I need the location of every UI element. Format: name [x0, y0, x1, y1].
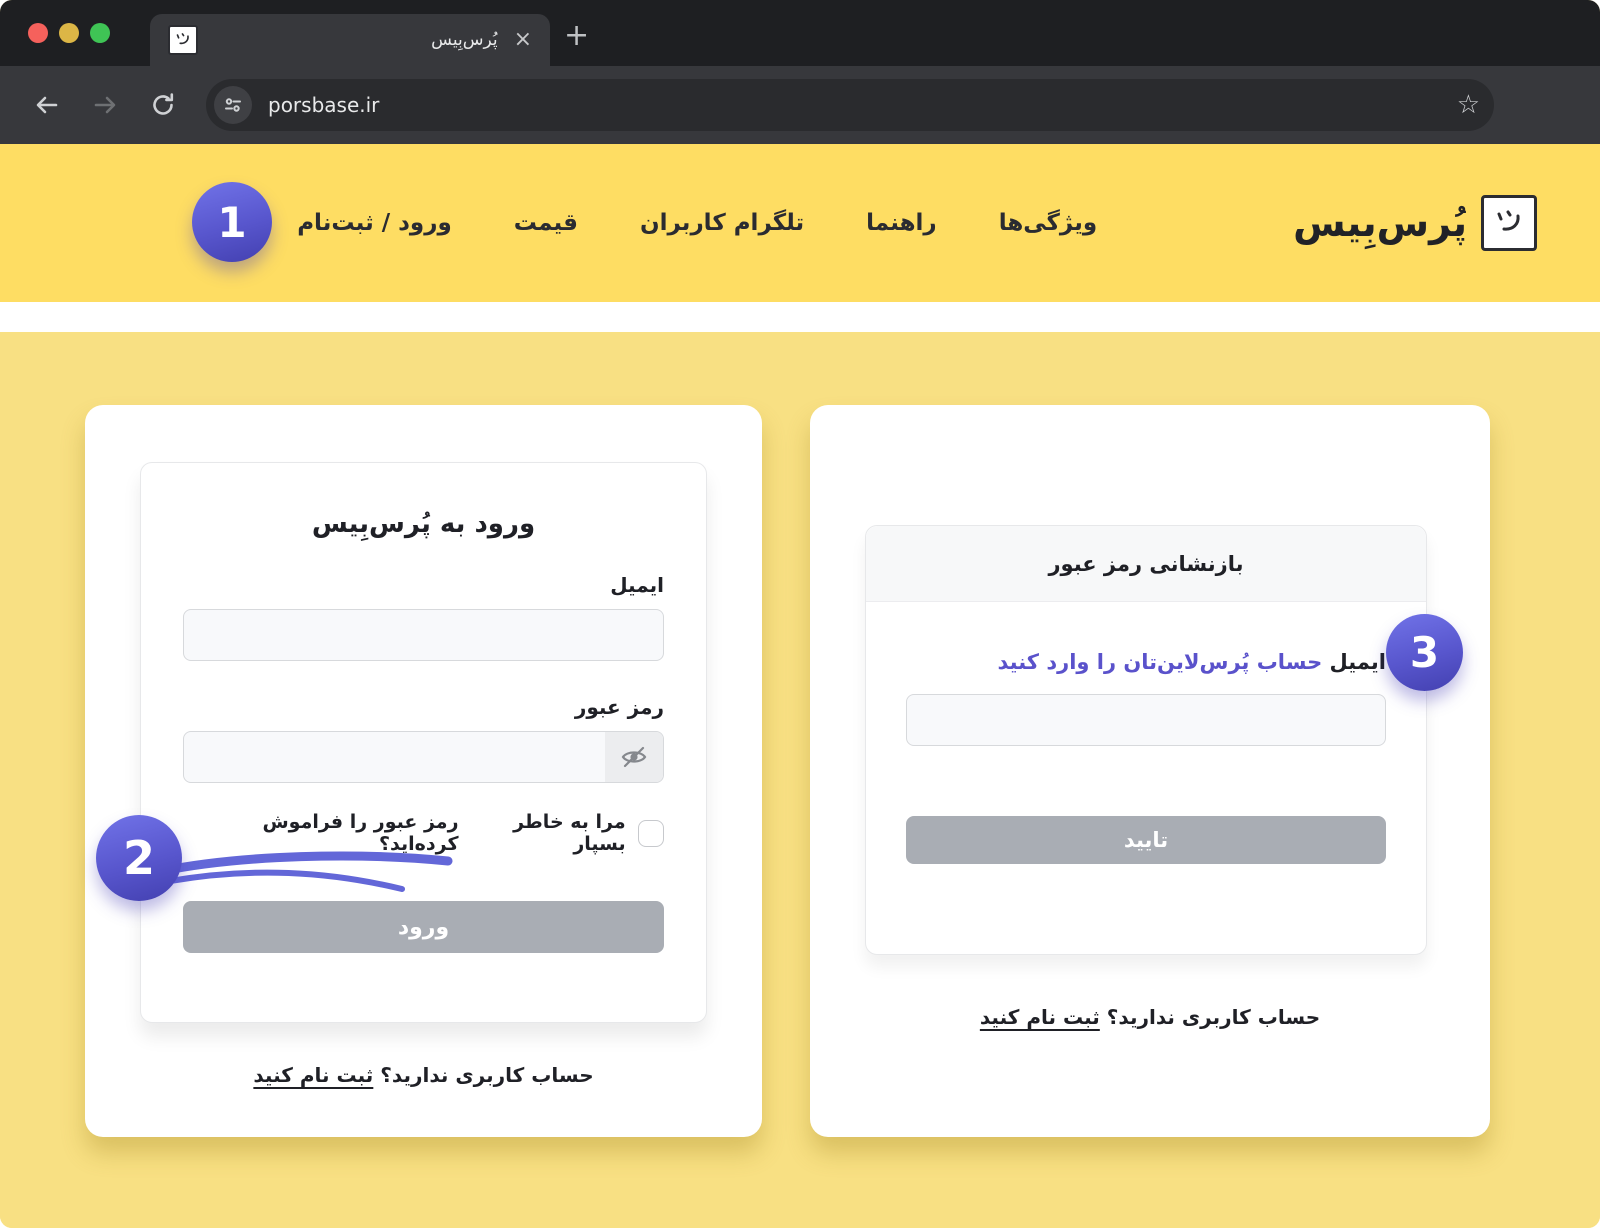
nav-item-pricing[interactable]: قیمت: [513, 210, 578, 236]
remember-me-label: مرا به خاطر بسپار: [513, 811, 626, 855]
password-field-wrap: [183, 719, 664, 783]
tab-title: پُرس‌بِیس: [431, 30, 498, 50]
nav-item-guide[interactable]: راهنما: [866, 210, 937, 236]
login-button[interactable]: ورود: [183, 901, 664, 953]
forgot-password-link[interactable]: رمز عبور را فراموش کرده‌اید؟: [262, 811, 459, 855]
site-favicon: [168, 25, 198, 55]
confirm-button[interactable]: تایید: [906, 816, 1386, 864]
annotation-badge-2: 2: [96, 815, 182, 901]
remember-me: [459, 811, 664, 855]
forward-icon[interactable]: [76, 91, 134, 119]
eye-off-icon: [620, 743, 648, 771]
login-title: ورود به پُرس‌بِیس: [311, 509, 536, 539]
reset-email-field[interactable]: [906, 694, 1386, 746]
signup-question: حساب کاربری ندارید؟: [1106, 1005, 1321, 1029]
brand-name: پُرس‌بِیس: [1293, 201, 1467, 245]
remember-me-checkbox[interactable]: [638, 820, 664, 847]
reset-label-highlight: حساب پُرس‌لاین‌تان را وارد کنید: [997, 650, 1323, 674]
password-label: رمز عبور: [574, 695, 664, 719]
password-field[interactable]: [183, 731, 664, 783]
new-tab-button[interactable]: +: [564, 18, 590, 53]
nav-item-features[interactable]: ویژگی‌ها: [998, 210, 1098, 236]
email-label: ایمیل: [610, 573, 664, 597]
login-form: [140, 462, 707, 1023]
site-logo[interactable]: [1293, 195, 1537, 251]
signup-link[interactable]: ثبت نام کنید: [253, 1063, 374, 1087]
url-text: porsbase.ir: [268, 93, 380, 117]
nav-item-login-signup[interactable]: ورود / ثبت‌نام: [297, 210, 452, 236]
site-settings-icon[interactable]: [214, 86, 252, 124]
logo-face-icon: [1481, 195, 1537, 251]
bookmark-star-icon[interactable]: ☆: [1456, 90, 1480, 120]
login-signup-line: [85, 1063, 762, 1087]
nav-item-telegram[interactable]: تلگرام کاربران: [639, 210, 805, 236]
reset-signup-line: [810, 1005, 1490, 1029]
reset-label-prefix: ایمیل: [1329, 650, 1386, 674]
tab-close-icon[interactable]: ×: [513, 27, 532, 52]
minimize-window-button[interactable]: [59, 23, 79, 43]
toggle-password-visibility-button[interactable]: [605, 732, 663, 782]
password-reset-card: [810, 405, 1490, 1137]
browser-toolbar: [0, 66, 1600, 144]
close-window-button[interactable]: [28, 23, 48, 43]
zoom-window-button[interactable]: [90, 23, 110, 43]
back-icon[interactable]: [18, 91, 76, 119]
signup-link[interactable]: ثبت نام کنید: [979, 1005, 1100, 1029]
annotation-badge-1: 1: [192, 182, 272, 262]
browser-tab[interactable]: [150, 14, 550, 66]
reset-email-label: [906, 650, 1386, 674]
login-card: [85, 405, 762, 1137]
header-divider: [0, 302, 1600, 332]
main-nav: [297, 210, 1097, 236]
page-content: [0, 332, 1600, 1228]
tab-strip: [0, 0, 1600, 66]
password-reset-form: [865, 525, 1427, 955]
signup-question: حساب کاربری ندارید؟: [380, 1063, 594, 1087]
annotation-underline: [152, 845, 462, 897]
reload-icon[interactable]: [134, 91, 192, 119]
reset-title: بازنشانی رمز عبور: [866, 526, 1426, 602]
url-bar[interactable]: [206, 79, 1494, 131]
annotation-badge-3: 3: [1386, 614, 1463, 691]
email-field[interactable]: [183, 609, 664, 661]
